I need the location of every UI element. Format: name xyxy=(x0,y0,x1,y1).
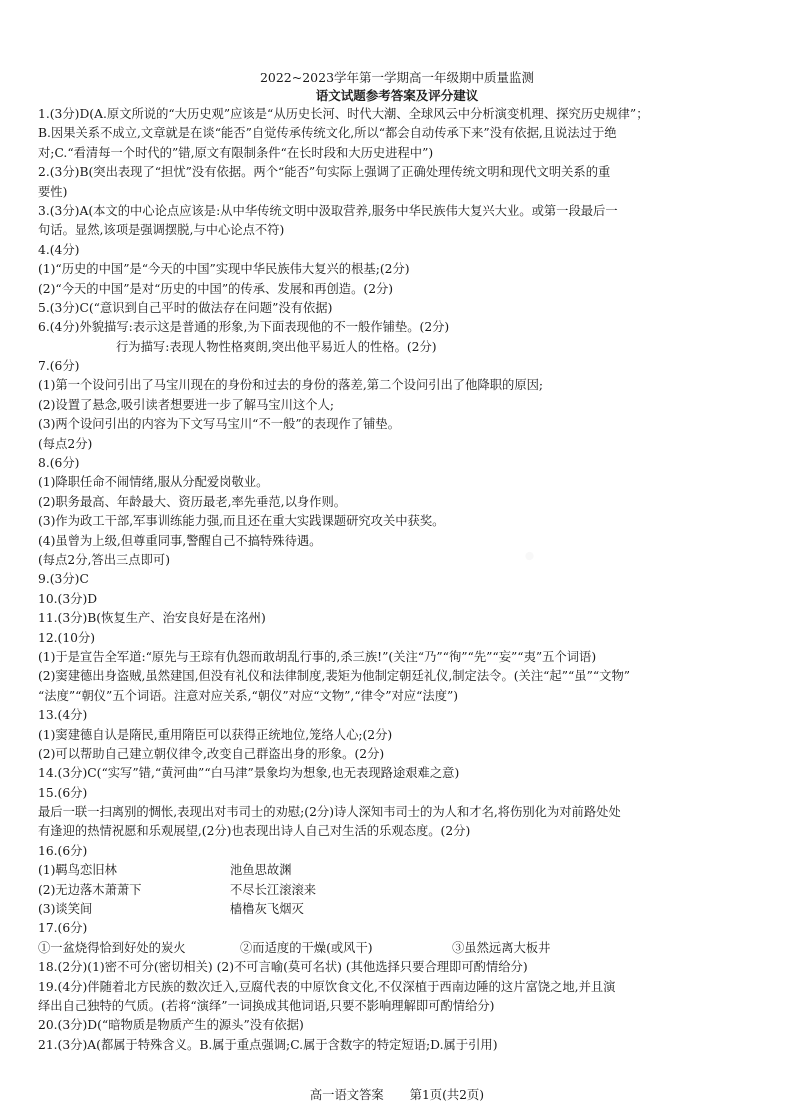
text-line: 4.(4分) xyxy=(38,242,80,257)
text-line: 1.(3分)D(A.原文所说的“大历史观”应该是“从历史长河、时代大潮、全球风云中分析演变机理、探究历史规律”； xyxy=(38,107,649,121)
text-line: B.因果关系不成立,文章就是在谈“能否”自觉传承传统文化,所以“都会自动传承下来”没有依据,且说法过于绝 xyxy=(38,126,617,141)
answer-item: ②而适度的干燥(或风干) xyxy=(240,940,373,955)
answer-item: ③虽然远离大板井 xyxy=(452,940,551,955)
text-line: (3)作为政工干部,军事训练能力强,而且还在重大实践课题研究攻关中获奖。 xyxy=(38,514,445,529)
text-line: (2)“今天的中国”是对“历史的中国”的传承、发展和再创造。(2分) xyxy=(38,281,394,296)
answer-options-row xyxy=(38,939,756,958)
poem-line-row xyxy=(38,900,756,919)
page-footer xyxy=(0,1085,794,1103)
footer-subject: 高一语文答案 xyxy=(309,1088,384,1102)
poem-second-half: 池鱼思故渊 xyxy=(230,863,292,878)
text-line: 13.(4分) xyxy=(38,708,88,723)
text-line: (2)设置了悬念,吸引读者想要进一步了解马宝川这个人; xyxy=(38,397,335,412)
text-line: 12.(10分) xyxy=(38,630,96,645)
text-line: (1)降职任命不闹情绪,服从分配爱岗敬业。 xyxy=(38,475,269,490)
text-line: (1)于是宣告全军道:“原先与王琮有仇怨而敢胡乱行事的,杀三族!”(关注“乃”“徇”“先”“妄”“夷”五个词语) xyxy=(38,649,597,664)
poem-line-row xyxy=(38,861,756,880)
poem-second-half: 樯橹灰飞烟灭 xyxy=(230,902,304,917)
text-line: 行为描写:表现人物性格爽朗,突出他平易近人的性格。(2分) xyxy=(116,339,437,354)
poem-first-half: (2)无边落木萧萧下 xyxy=(38,882,142,897)
text-line: 绎出自己独特的气质。(若将“演绎”一词换成其他词语,只要不影响理解即可酌情给分) xyxy=(38,998,495,1013)
text-line: 6.(4分)外貌描写:表示这是普通的形象,为下面表现他的不一般作铺垫。(2分) xyxy=(38,320,450,335)
text-line: (2)职务最高、年龄最大、资历最老,率先垂范,以身作则。 xyxy=(38,494,347,509)
text-line: 21.(3分)A(都属于特殊含义。B.属于重点强调;C.属于含数字的特定短语;D.属于引用) xyxy=(38,1037,498,1052)
text-line: 14.(3分)C(“实写”错,“黄河曲”“白马津”景象均为想象,也无表现路途艰难之意) xyxy=(38,766,460,781)
poem-first-half: (3)谈笑间 xyxy=(38,902,93,917)
text-line: 8.(6分) xyxy=(38,456,80,471)
text-line: 要性) xyxy=(38,184,68,199)
text-line: 15.(6分) xyxy=(38,785,88,800)
footer-page-number: 第1页(共2页) xyxy=(409,1088,485,1102)
text-line: “法度”“朝仪”五个词语。注意对应关系,“朝仪”对应“文物”,“律令”对应“法度”) xyxy=(38,688,459,703)
text-line: 20.(3分)D(“暗物质是物质产生的源头”没有依据) xyxy=(38,1018,304,1033)
text-line: 10.(3分)D xyxy=(38,591,98,606)
text-line: 11.(3分)B(恢复生产、治安良好是在洺州) xyxy=(38,611,266,626)
text-line: (1)“历史的中国”是“今天的中国”实现中华民族伟大复兴的根基;(2分) xyxy=(38,262,410,277)
text-line: (每点2分) xyxy=(38,436,93,451)
answer-item: ①一盆烧得恰到好处的炭火 xyxy=(38,940,186,955)
text-line: 17.(6分) xyxy=(38,921,88,936)
document-title: 2022~2023学年第一学期高一年级期中质量监测 xyxy=(259,70,535,85)
text-line: 2.(3分)B(突出表现了“担忧”没有依据。两个“能否”句实际上强调了正确处理传统文明和现代文明关系的重 xyxy=(38,165,611,180)
answer-body xyxy=(38,105,756,1055)
text-line: 19.(4分)伴随着北方民族的数次迁入,豆腐代表的中原饮食文化,不仅深植于西南边陲的这片富饶之地,并且演 xyxy=(38,979,616,994)
text-line: (4)虽曾为上级,但尊重同事,警醒自己不搞特殊待遇。 xyxy=(38,533,322,548)
text-line: 句话。显然,该项是强调摆脱,与中心论点不符) xyxy=(38,223,285,238)
text-line: (2)可以帮助自己建立朝仪律令,改变自己群盗出身的形象。(2分) xyxy=(38,746,385,761)
document-subtitle: 语文试题参考答案及评分建议 xyxy=(315,88,479,103)
text-line: 有逢迎的热情祝愿和乐观展望,(2分)也表现出诗人自己对生活的乐观态度。(2分) xyxy=(38,824,471,839)
text-line: (2)窦建德出身盗贼,虽然建国,但没有礼仪和法律制度,裴矩为他制定朝廷礼仪,制定法令。(关注“起”“虽”“文物” xyxy=(38,669,631,684)
text-line: (3)两个设问引出的内容为下文写马宝川“不一般”的表现作了铺垫。 xyxy=(38,417,401,432)
text-line: 9.(3分)C xyxy=(38,572,89,587)
text-line: 7.(6分) xyxy=(38,359,80,374)
poem-line-row xyxy=(38,881,756,900)
text-line: (1)第一个设问引出了马宝川现在的身份和过去的身份的落差,第二个设问引出了他降职的原因; xyxy=(38,378,544,393)
text-line: (每点2分,答出三点即可) xyxy=(38,552,170,567)
text-line: 5.(3分)C(“意识到自己平时的做法存在问题”没有依据) xyxy=(38,300,333,315)
poem-first-half: (1)羁鸟恋旧林 xyxy=(38,863,117,878)
text-line: (1)窦建德自认是隋民,重用隋臣可以获得正统地位,笼络人心;(2分) xyxy=(38,727,393,742)
text-line: 对;C.“看清每一个时代的”错,原文有限制条件“在长时段和大历史进程中”) xyxy=(38,145,434,160)
poem-second-half: 不尽长江滚滚来 xyxy=(230,882,317,897)
text-line: 最后一联一扫离别的惆怅,表现出对韦司士的劝慰;(2分)诗人深知韦司士的为人和才名,将伤别化为对前路处处 xyxy=(38,805,621,820)
text-line: 3.(3分)A(本文的中心论点应该是:从中华传统文明中汲取营养,服务中华民族伟大复兴大业。或第一段最后一 xyxy=(38,203,618,218)
text-line: 18.(2分)(1)密不可分(密切相关) (2)不可言喻(莫可名状) (其他选择只要合理即可酌情给分) xyxy=(38,960,528,975)
text-line: 16.(6分) xyxy=(38,843,88,858)
